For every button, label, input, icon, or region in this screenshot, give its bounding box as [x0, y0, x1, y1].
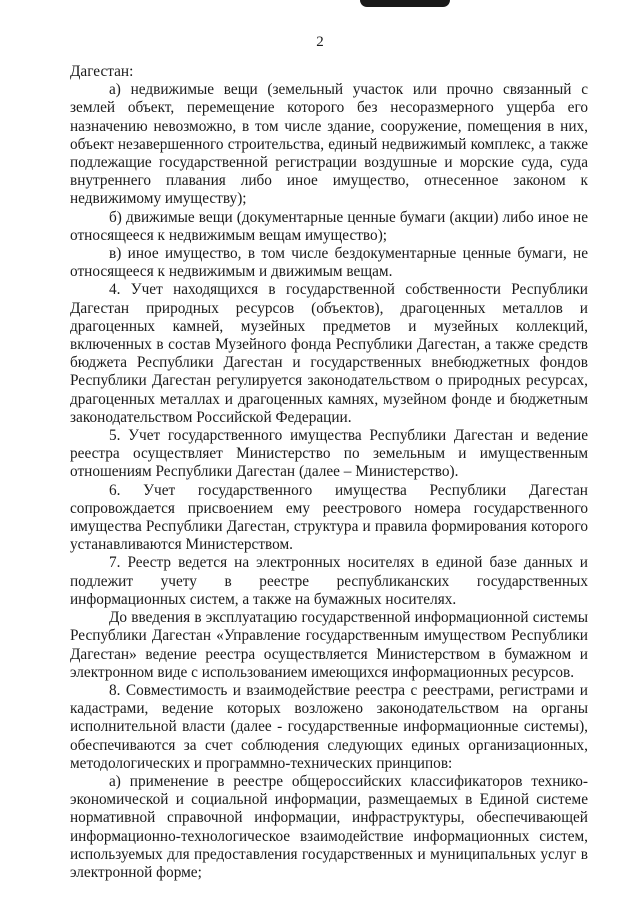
paragraph-8: 8. Совместимость и взаимодействие реестра с реестрами, регистрами и кадастрами, ведение которых возложено законодательством на органы исполнительной власти (далее - государственные информационные системы), обеспечиваются за счет соблюдения следующих единых организационных, методологических и программно-технических принципов:: [70, 681, 588, 772]
paragraph-4: 4. Учет находящихся в государственной собственности Республики Дагестан природных ресурсов (объектов), драгоценных металлов и драгоценных камней, музейных предметов и музейных коллекций, включенных в состав Музейного фонда Республики Дагестан, а также средств бюджета Республики Дагестан и государственных внебюджетных фондов Республики Дагестан регулируется законодательством о природных ресурсах, драгоценных металлах и драгоценных камнях, музейном фонде и бюджетным законодательством Российской Федерации.: [70, 281, 588, 426]
paragraph-continuation: Дагестан:: [70, 63, 134, 80]
document-body: [70, 63, 588, 882]
paragraph-item-v: в) иное имущество, в том числе бездокументарные ценные бумаги, не относящееся к недвижимым и движимым вещам.: [70, 245, 588, 281]
paragraph-5: 5. Учет государственного имущества Республики Дагестан и ведение реестра осуществляет Министерство по земельным и имущественным отношениям Республики Дагестан (далее – Министерство).: [70, 427, 588, 481]
paragraph-7: 7. Реестр ведется на электронных носителях в единой базе данных и подлежит учету в реестре республиканских государственных информационных систем, а также на бумажных носителях.: [70, 554, 588, 608]
paragraph-item-a: а) недвижимые вещи (земельный участок или прочно связанный с землей объект, перемещение которого без несоразмерного ущерба его назначению невозможно, в том числе здание, сооружение, помещения в них, объект незавершенного строительства, единый недвижимый комплекс, а также подлежащие государственной регистрации воздушные и морские суда, суда внутреннего плавания либо иное имущество, отнесенное законом к недвижимому имуществу);: [70, 81, 588, 208]
scan-artifact: [360, 0, 450, 7]
paragraph-item-b: б) движимые вещи (документарные ценные бумаги (акции) либо иное не относящееся к недвижимым вещам имущество);: [70, 208, 588, 244]
paragraph-8-item-a: а) применение в реестре общероссийских классификаторов технико-экономической и социальной информации, размещаемых в Единой системе нормативной справочной информации, инфраструктуры, обеспечивающей информационно-технологическое взаимодействие информационных систем, используемых для предоставления государственных и муниципальных услуг в электронной форме;: [70, 772, 588, 881]
paragraph-6: 6. Учет государственного имущества Республики Дагестан сопровождается присвоением ему реестрового номера государственного имущества Республики Дагестан, структура и правила формирования которого устанавливаются Министерством.: [70, 481, 588, 554]
paragraph-7-continued: До введения в эксплуатацию государственной информационной системы Республики Дагестан «Управление государственным имуществом Республики Дагестан» ведение реестра осуществляется Министерством в бумажном и электронном виде с использованием имеющихся информационных ресурсов.: [70, 609, 588, 681]
page-number: 2: [316, 34, 324, 50]
